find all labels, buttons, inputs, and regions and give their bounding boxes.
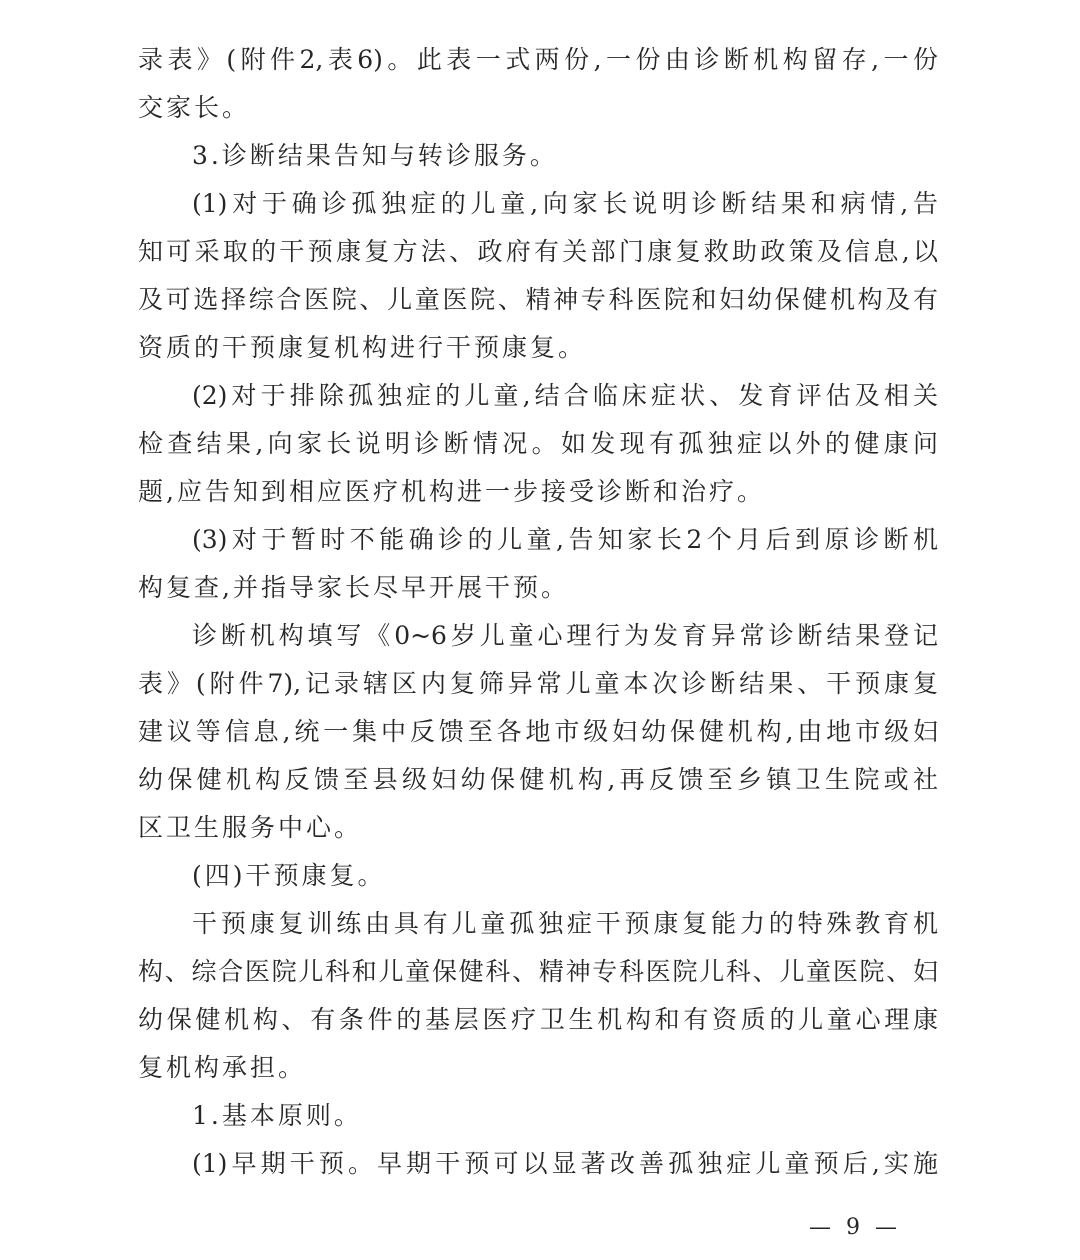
text-line: (2)对于排除孤独症的儿童,结合临床症状、发育评估及相关 <box>192 381 938 410</box>
text-line: (1)对于确诊孤独症的儿童,向家长说明诊断结果和病情,告 <box>192 189 938 218</box>
text-line: 复机构承担。 <box>138 1053 307 1082</box>
text-line: 干预康复训练由具有儿童孤独症干预康复能力的特殊教育机 <box>192 909 938 938</box>
text-line: (3)对于暂时不能确诊的儿童,告知家长2个月后到原诊断机 <box>192 525 938 554</box>
text-line: 幼保健机构反馈至县级妇幼保健机构,再反馈至乡镇卫生院或社 <box>138 765 938 794</box>
section-heading: 1.基本原则。 <box>192 1101 362 1130</box>
text-line: 检查结果,向家长说明诊断情况。如发现有孤独症以外的健康问 <box>138 429 938 458</box>
text-line: 资质的干预康复机构进行干预康复。 <box>138 333 587 362</box>
text-line: 知可采取的干预康复方法、政府有关部门康复救助政策及信息,以 <box>138 237 938 266</box>
text-line: 建议等信息,统一集中反馈至各地市级妇幼保健机构,由地市级妇 <box>138 717 938 746</box>
section-heading: (四)干预康复。 <box>192 861 386 890</box>
text-line: 幼保健机构、有条件的基层医疗卫生机构和有资质的儿童心理康 <box>138 1005 938 1034</box>
text-line: 录表》(附件2,表6)。此表一式两份,一份由诊断机构留存,一份 <box>138 45 938 74</box>
document-body <box>138 36 938 1188</box>
text-line: 诊断机构填写《0~6岁儿童心理行为发育异常诊断结果登记 <box>192 621 938 650</box>
text-line: (1)早期干预。早期干预可以显著改善孤独症儿童预后,实施 <box>192 1149 938 1178</box>
text-line: 表》(附件7),记录辖区内复筛异常儿童本次诊断结果、干预康复 <box>138 669 938 698</box>
text-line: 及可选择综合医院、儿童医院、精神专科医院和妇幼保健机构及有 <box>138 285 938 314</box>
text-line: 构、综合医院儿科和儿童保健科、精神专科医院儿科、儿童医院、妇 <box>138 957 938 986</box>
section-heading: 3.诊断结果告知与转诊服务。 <box>192 141 558 170</box>
text-line: 题,应告知到相应医疗机构进一步接受诊断和治疗。 <box>138 477 765 506</box>
text-line: 交家长。 <box>138 93 251 122</box>
page-number: — 9 — <box>809 1215 901 1240</box>
text-line: 构复查,并指导家长尽早开展干预。 <box>138 573 569 602</box>
text-line: 区卫生服务中心。 <box>138 813 363 842</box>
